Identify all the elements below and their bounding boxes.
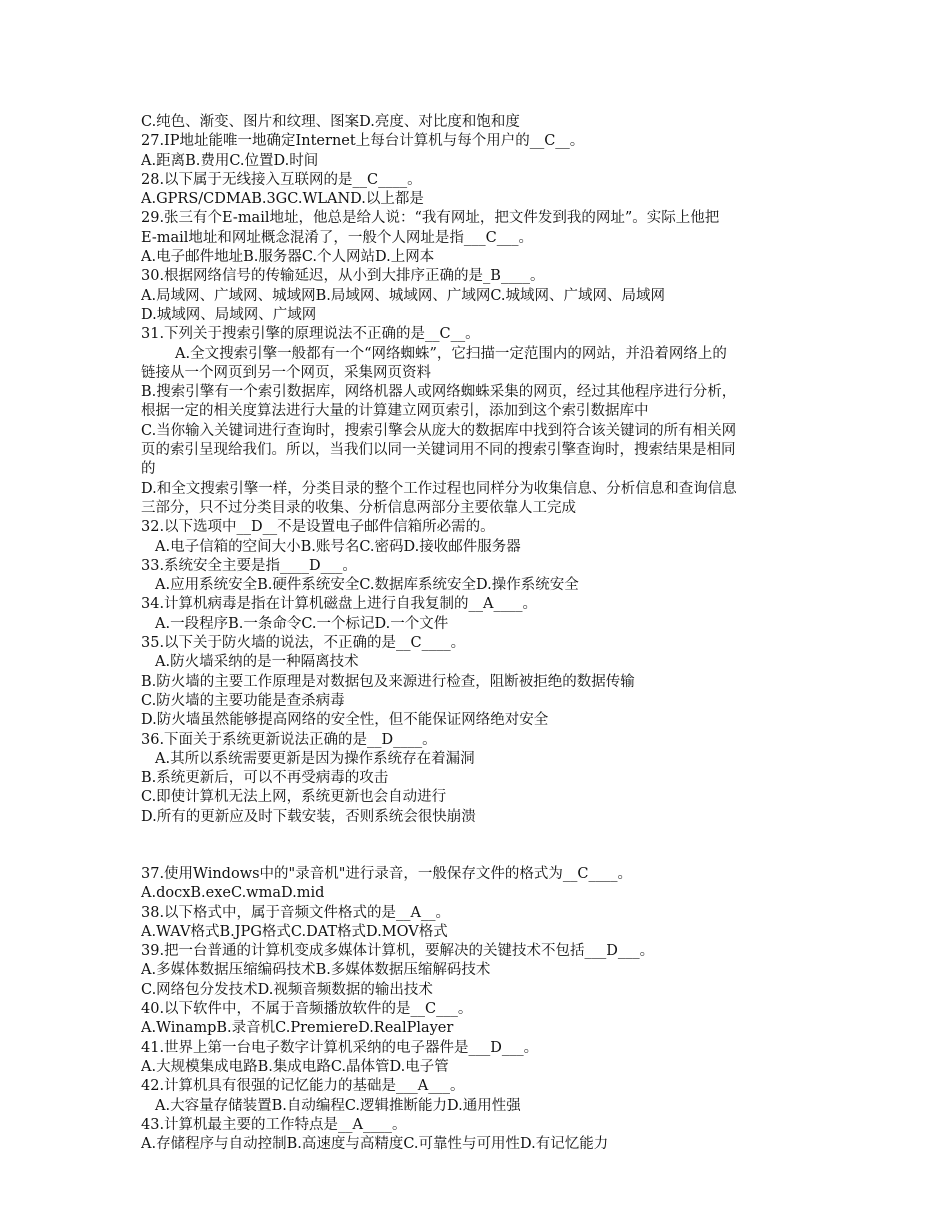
text-line: A.WinampB.录音机C.PremiereD.RealPlayer [141,1020,454,1037]
text-line: 40.以下软件中，不属于音频播放软件的是__C___。 [141,1001,473,1018]
text-line: A.电子信箱的空间大小B.账号名C.密码D.接收邮件服务器 [155,538,521,555]
text-line: A.多媒体数据压缩编码技术B.多媒体数据压缩解码技术 [141,962,491,979]
text-line: 39.把一台普通的计算机变成多媒体计算机，要解决的关键技术不包括___D___。 [141,943,655,960]
text-line: 35.以下关于防火墙的说法，不正确的是__C____。 [141,635,466,652]
text-line: E-mail地址和网址概念混淆了，一般个人网址是指___C___。 [141,229,534,246]
text-line: D.所有的更新应及时下载安装，否则系统会很快崩溃 [141,808,476,825]
text-line: 33.系统安全主要是指____D___。 [141,557,357,574]
text-line: A.大规模集成电路B.集成电路C.晶体管D.电子管 [141,1058,449,1075]
text-line: 页的索引呈现给我们。所以，当我们以同一关键词用不同的搜索引擎查询时，搜索结果是相同 [141,442,736,459]
document-body [141,113,821,1154]
text-line: A.防火墙采纳的是一种隔离技术 [155,654,359,671]
text-line: A.其所以系统需要更新是因为操作系统存在着漏洞 [155,750,475,767]
text-line: 链接从一个网页到另一个网页，采集网页资料 [141,364,431,381]
text-line: 42.计算机具有很强的记忆能力的基础是___A___。 [141,1078,465,1095]
text-line: B.防火墙的主要工作原理是对数据包及来源进行检查，阻断被拒绝的数据传输 [141,673,635,690]
text-line: D.和全文搜索引擎一样，分类目录的整个工作过程也同样分为收集信息、分析信息和查询信息 [141,480,737,497]
text-line: C.网络包分发技术D.视频音频数据的输出技术 [141,981,433,998]
text-line: B.系统更新后，可以不再受病毒的攻击 [141,770,389,787]
text-line: 31.下列关于搜索引擎的原理说法不正确的是__C__。 [141,326,480,343]
text-line: 32.以下选项中__D__不是设置电子邮件信箱所必需的。 [141,519,495,536]
text-line: A.WAV格式B.JPG格式C.DAT格式D.MOV格式 [141,923,448,940]
text-line: D.城域网、局域网、广域网 [141,306,317,323]
text-line: A.全文搜索引擎一般都有一个“网络蜘蛛”，它扫描一定范围内的网站，并沿着网络上的 [175,345,727,362]
text-line: 34.计算机病毒是指在计算机磁盘上进行自我复制的__A____。 [141,596,538,613]
text-line: 36.下面关于系统更新说法正确的是__D____。 [141,731,437,748]
paragraph-gap [141,827,821,865]
text-line: 37.使用Windows中的"录音机"进行录音，一般保存文件的格式为__C____。 [141,865,632,882]
text-line: A.电子邮件地址B.服务器C.个人网站D.上网本 [141,249,435,266]
text-line: C.防火墙的主要功能是查杀病毒 [141,692,345,709]
text-line: 三部分，只不过分类目录的收集、分析信息两部分主要依靠人工完成 [141,499,576,516]
text-line: 30.根据网络信号的传输延迟，从小到大排序正确的是_B____。 [141,268,545,285]
text-line: B.搜索引擎有一个索引数据库，网络机器人或网络蜘蛛采集的网页，经过其他程序进行分析， [141,384,737,401]
text-line: A.GPRS/CDMAB.3GC.WLAND.以上都是 [141,191,424,208]
text-line: 29.张三有个E-mail地址，他总是给人说：“我有网址，把文件发到我的网址”。实际上他把 [141,210,720,227]
text-line: C.当你输入关键词进行查询时，搜索引擎会从庞大的数据库中找到符合该关键词的所有相关网 [141,422,737,439]
text-line: A.应用系统安全B.硬件系统安全C.数据库系统安全D.操作系统安全 [155,577,579,594]
text-line: A.局域网、广域网、城域网B.局域网、城域网、广域网C.城域网、广域网、局域网 [141,287,666,304]
question-block-1 [141,113,821,827]
text-line: 28.以下属于无线接入互联网的是__C____。 [141,171,422,188]
text-line: A.距离B.费用C.位置D.时间 [141,152,319,169]
text-line: C.纯色、渐变、图片和纹理、图案D.亮度、对比度和饱和度 [141,114,520,130]
question-block-2 [141,865,821,1154]
text-line: A.大容量存储装置B.自动编程C.逻辑推断能力D.通用性强 [155,1097,521,1114]
text-line: C.即使计算机无法上网，系统更新也会自动进行 [141,789,447,806]
text-line: 38.以下格式中，属于音频文件格式的是__A__。 [141,904,451,921]
text-line: 的 [141,461,156,478]
text-line: A.存储程序与自动控制B.高速度与高精度C.可靠性与可用性D.有记忆能力 [141,1136,609,1153]
text-line: D.防火墙虽然能够提高网络的安全性，但不能保证网络绝对安全 [141,712,549,729]
text-line: A.docxB.exeC.wmaD.mid [141,885,325,902]
text-line: 43.计算机最主要的工作特点是__A____。 [141,1116,407,1133]
text-line: A.一段程序B.一条命令C.一个标记D.一个文件 [155,615,449,632]
text-line: 41.世界上第一台电子数字计算机采纳的电子器件是___D___。 [141,1039,539,1056]
text-line: 根据一定的相关度算法进行大量的计算建立网页索引，添加到这个索引数据库中 [141,403,649,420]
text-line: 27.IP地址能唯一地确定Internet上每台计算机与每个用户的__C__。 [141,133,585,150]
